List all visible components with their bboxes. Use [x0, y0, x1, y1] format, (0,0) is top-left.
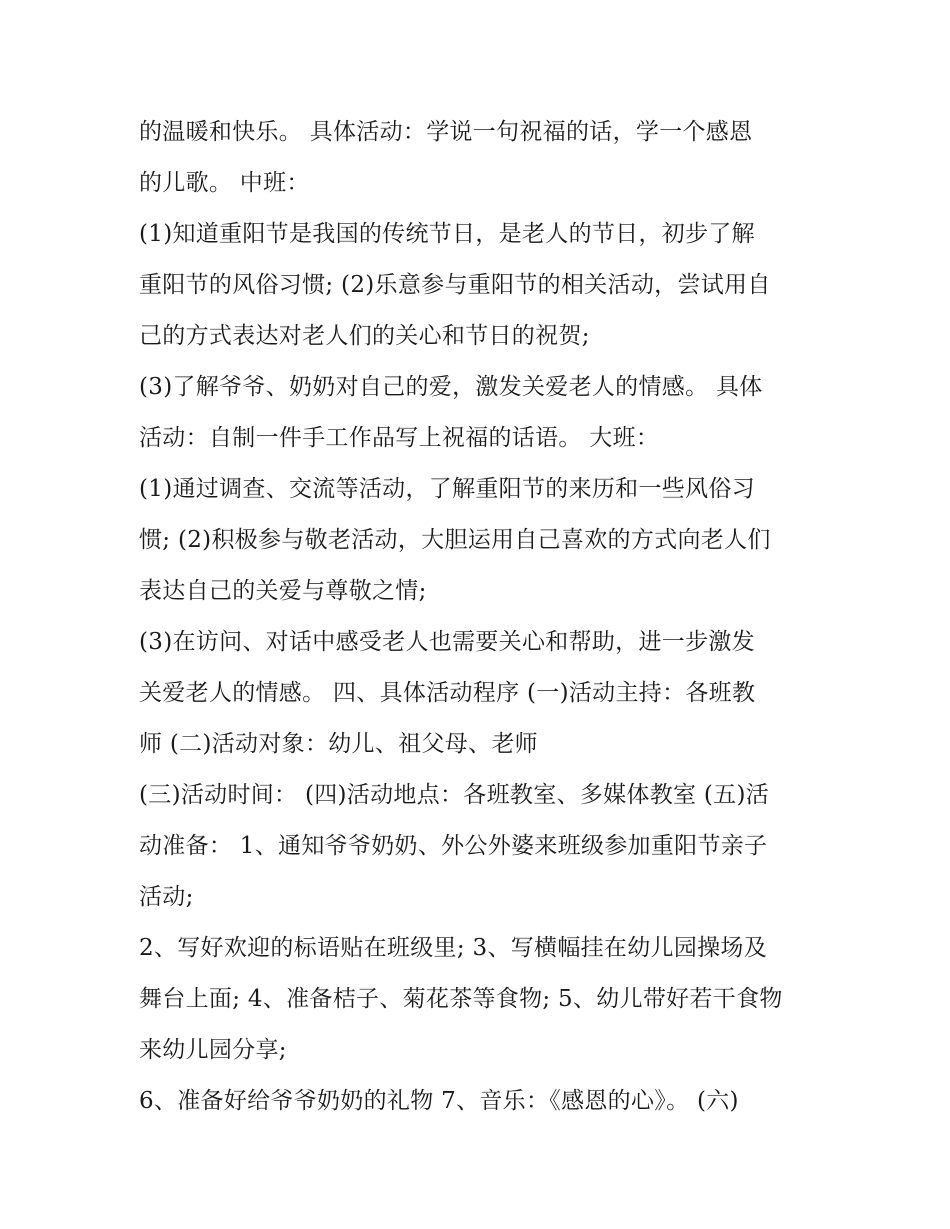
text-line: 舞台上面; 4、准备桔子、菊花茶等食物; 5、幼儿带好若干食物 — [139, 986, 783, 1012]
text-line: (3)在访问、对话中感受老人也需要关心和帮助，进一步激发 — [139, 629, 755, 655]
text-line: (1)通过调查、交流等活动，了解重阳节的来历和一些风俗习 — [139, 476, 755, 502]
text-line: 的温暖和快乐。 具体活动：学说一句祝福的话，学一个感恩 — [139, 119, 753, 145]
text-line: 6、准备好给爷爷奶奶的礼物 7、音乐：《感恩的心》。 (六) — [139, 1088, 739, 1114]
text-line: (三)活动时间： (四)活动地点：各班教室、多媒体教室 (五)活 — [139, 782, 770, 808]
text-line: 活动; — [139, 884, 194, 910]
text-line: 活动：自制一件手工作品写上祝福的话语。 大班： — [139, 425, 660, 451]
text-line: 关爱老人的情感。 四、具体活动程序 (一)活动主持：各班教 — [139, 680, 756, 706]
document-body — [139, 107, 819, 1127]
text-line: (1)知道重阳节是我国的传统节日，是老人的节日，初步了解 — [139, 221, 755, 247]
text-line: 2、写好欢迎的标语贴在班级里; 3、写横幅挂在幼儿园操场及 — [139, 935, 768, 961]
text-line: 的儿歌。 中班： — [139, 170, 310, 196]
text-line: 惯; (2)积极参与敬老活动，大胆运用自己喜欢的方式向老人们 — [139, 527, 771, 553]
text-line: 表达自己的关爱与尊敬之情; — [139, 578, 427, 604]
text-line: 己的方式表达对老人们的关心和节日的祝贺; — [139, 323, 590, 349]
text-line: (3)了解爷爷、奶奶对自己的爱，激发关爱老人的情感。 具体 — [139, 374, 763, 400]
text-line: 来幼儿园分享; — [139, 1037, 287, 1063]
text-line: 动准备： 1、通知爷爷奶奶、外公外婆来班级参加重阳节亲子 — [139, 833, 768, 859]
text-line: 师 (二)活动对象：幼儿、祖父母、老师 — [139, 731, 538, 757]
text-line: 重阳节的风俗习惯; (2)乐意参与重阳节的相关活动，尝试用自 — [139, 272, 771, 298]
